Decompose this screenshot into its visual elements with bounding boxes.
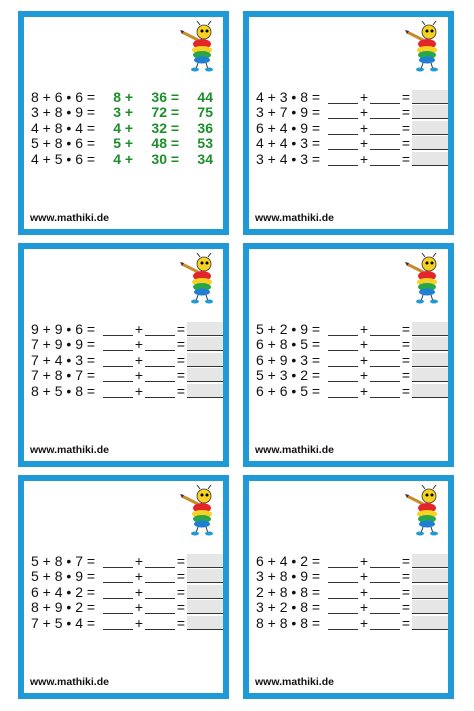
card-4 — [243, 243, 454, 467]
answer-blank-total[interactable] — [412, 121, 448, 135]
task-expression: 3 + 8 • 9 = — [31, 104, 96, 121]
task-list — [31, 321, 223, 399]
answer-blank-total[interactable] — [412, 105, 448, 119]
answer-blank-total[interactable] — [187, 384, 223, 398]
answer-blank-first[interactable] — [328, 368, 358, 382]
equals-sign: = — [401, 614, 411, 631]
card-1 — [18, 11, 229, 235]
equals-sign: = — [176, 552, 186, 569]
equals-sign: = — [170, 150, 179, 167]
site-url: www.mathiki.de — [30, 212, 109, 224]
equals-sign: = — [401, 367, 411, 384]
task-expression: 5 + 2 • 9 = — [256, 320, 321, 337]
task-expression: 6 + 9 • 3 = — [256, 351, 321, 368]
plus-sign: + — [359, 583, 369, 600]
answer-blank-total[interactable] — [412, 585, 448, 599]
task-expression: 4 + 8 • 4 = — [31, 119, 96, 136]
task-expression: 6 + 4 • 9 = — [256, 119, 321, 136]
mascot — [180, 20, 220, 72]
task-list — [31, 553, 223, 631]
task-row — [256, 89, 448, 105]
task-row — [256, 120, 448, 136]
plus-sign: + — [134, 599, 144, 616]
answer-blank-total[interactable] — [187, 554, 223, 568]
task-row — [256, 105, 448, 121]
card-5 — [18, 475, 229, 699]
answer-total: 34 — [197, 150, 213, 167]
answer-blank-total[interactable] — [187, 569, 223, 583]
task-row — [256, 553, 448, 569]
answer-blank-total[interactable] — [412, 616, 448, 630]
mascot — [405, 484, 445, 536]
task-expression: 4 + 3 • 8 = — [256, 88, 321, 105]
answer-first: 3 — [113, 104, 121, 121]
plus-sign: + — [124, 104, 133, 121]
mascot — [405, 252, 445, 304]
mascot-icon — [405, 20, 445, 72]
equals-sign: = — [401, 150, 411, 167]
task-row — [31, 368, 223, 384]
site-url: www.mathiki.de — [255, 676, 334, 688]
equals-sign: = — [401, 599, 411, 616]
plus-sign: + — [359, 351, 369, 368]
answer-blank-first[interactable] — [328, 136, 358, 150]
task-expression: 4 + 4 • 3 = — [256, 135, 321, 152]
plus-sign: + — [134, 320, 144, 337]
task-list — [256, 553, 448, 631]
equals-sign: = — [176, 614, 186, 631]
task-row — [31, 383, 223, 399]
equals-sign: = — [170, 104, 179, 121]
answer-blank-first[interactable] — [328, 121, 358, 135]
mascot-icon — [180, 252, 220, 304]
task-row — [31, 600, 223, 616]
equals-sign: = — [401, 568, 411, 585]
equals-sign: = — [401, 135, 411, 152]
plus-sign: + — [134, 351, 144, 368]
task-row — [31, 553, 223, 569]
equals-sign: = — [401, 88, 411, 105]
task-row — [31, 352, 223, 368]
answer-blank-product[interactable] — [370, 616, 400, 630]
plus-sign: + — [359, 336, 369, 353]
site-url: www.mathiki.de — [255, 444, 334, 456]
equals-sign: = — [176, 320, 186, 337]
equals-sign: = — [401, 351, 411, 368]
equals-sign: = — [176, 382, 186, 399]
answer-blank-product[interactable] — [145, 554, 175, 568]
answer-blank-product[interactable] — [145, 600, 175, 614]
answer-product: 48 — [151, 135, 167, 152]
plus-sign: + — [134, 614, 144, 631]
task-expression: 5 + 3 • 2 = — [256, 367, 321, 384]
answer-blank-total[interactable] — [187, 368, 223, 382]
plus-sign: + — [124, 119, 133, 136]
answer-blank-total[interactable] — [412, 368, 448, 382]
equals-sign: = — [401, 382, 411, 399]
plus-sign: + — [359, 150, 369, 167]
mascot-icon — [180, 484, 220, 536]
task-expression: 3 + 8 • 9 = — [256, 568, 321, 585]
answer-blank-first[interactable] — [328, 554, 358, 568]
task-expression: 7 + 4 • 3 = — [31, 351, 96, 368]
task-expression: 6 + 8 • 5 = — [256, 336, 321, 353]
answer-blank-product[interactable] — [145, 569, 175, 583]
mascot — [180, 252, 220, 304]
answer-blank-first[interactable] — [328, 585, 358, 599]
mascot-icon — [405, 252, 445, 304]
answer-total: 75 — [197, 104, 213, 121]
answer-first: 8 — [113, 88, 121, 105]
site-url: www.mathiki.de — [30, 444, 109, 456]
answer-blank-product[interactable] — [145, 322, 175, 336]
answer-product: 36 — [151, 88, 167, 105]
plus-sign: + — [359, 614, 369, 631]
task-expression: 7 + 9 • 9 = — [31, 336, 96, 353]
task-expression: 5 + 8 • 6 = — [31, 135, 96, 152]
task-list — [256, 89, 448, 167]
equals-sign: = — [401, 119, 411, 136]
answer-blank-first[interactable] — [328, 353, 358, 367]
task-expression: 9 + 9 • 6 = — [31, 320, 96, 337]
task-row — [31, 105, 213, 121]
plus-sign: + — [124, 88, 133, 105]
answer-blank-first[interactable] — [103, 353, 133, 367]
answer-blank-product[interactable] — [145, 353, 175, 367]
task-row — [31, 136, 213, 152]
plus-sign: + — [134, 552, 144, 569]
answer-blank-total[interactable] — [187, 337, 223, 351]
task-expression: 3 + 2 • 8 = — [256, 599, 321, 616]
equals-sign: = — [176, 599, 186, 616]
answer-blank-product[interactable] — [370, 152, 400, 166]
plus-sign: + — [359, 599, 369, 616]
plus-sign: + — [359, 135, 369, 152]
site-url: www.mathiki.de — [30, 676, 109, 688]
answer-blank-first[interactable] — [103, 384, 133, 398]
task-row — [256, 368, 448, 384]
answer-blank-first[interactable] — [103, 368, 133, 382]
card-6 — [243, 475, 454, 699]
answer-blank-total[interactable] — [412, 136, 448, 150]
plus-sign: + — [134, 336, 144, 353]
answer-blank-first[interactable] — [328, 322, 358, 336]
task-expression: 6 + 6 • 5 = — [256, 382, 321, 399]
plus-sign: + — [134, 568, 144, 585]
task-expression: 8 + 6 • 6 = — [31, 88, 96, 105]
answer-total: 36 — [197, 119, 213, 136]
answer-blank-product[interactable] — [145, 337, 175, 351]
equals-sign: = — [176, 336, 186, 353]
equals-sign: = — [401, 336, 411, 353]
task-row — [256, 615, 448, 631]
mascot — [405, 20, 445, 72]
answer-blank-product[interactable] — [145, 368, 175, 382]
answer-blank-total[interactable] — [412, 384, 448, 398]
equals-sign: = — [401, 552, 411, 569]
task-row — [256, 151, 448, 167]
answer-blank-product[interactable] — [370, 121, 400, 135]
equals-sign: = — [170, 135, 179, 152]
task-expression: 8 + 8 • 8 = — [256, 614, 321, 631]
task-expression: 5 + 8 • 7 = — [31, 552, 96, 569]
equals-sign: = — [401, 583, 411, 600]
task-row — [256, 321, 448, 337]
mascot — [180, 484, 220, 536]
answer-blank-first[interactable] — [328, 152, 358, 166]
task-row — [31, 615, 223, 631]
answer-blank-total[interactable] — [412, 554, 448, 568]
answer-blank-product[interactable] — [370, 569, 400, 583]
plus-sign: + — [359, 320, 369, 337]
site-url: www.mathiki.de — [255, 212, 334, 224]
equals-sign: = — [176, 367, 186, 384]
task-row — [31, 584, 223, 600]
answer-blank-product[interactable] — [370, 554, 400, 568]
task-row — [256, 136, 448, 152]
answer-first: 5 — [113, 135, 121, 152]
answer-blank-total[interactable] — [412, 600, 448, 614]
answer-blank-total[interactable] — [187, 616, 223, 630]
task-list — [256, 321, 448, 399]
plus-sign: + — [359, 119, 369, 136]
answer-blank-total[interactable] — [187, 600, 223, 614]
answer-blank-total[interactable] — [412, 322, 448, 336]
task-expression: 4 + 5 • 6 = — [31, 150, 96, 167]
plus-sign: + — [359, 382, 369, 399]
answer-blank-product[interactable] — [370, 322, 400, 336]
task-expression: 8 + 5 • 8 = — [31, 382, 96, 399]
plus-sign: + — [359, 104, 369, 121]
answer-blank-first[interactable] — [328, 600, 358, 614]
answer-blank-product[interactable] — [370, 353, 400, 367]
answer-blank-product[interactable] — [145, 384, 175, 398]
answer-blank-first[interactable] — [103, 616, 133, 630]
equals-sign: = — [176, 583, 186, 600]
answer-blank-product[interactable] — [370, 136, 400, 150]
task-expression: 7 + 5 • 4 = — [31, 614, 96, 631]
task-row — [256, 600, 448, 616]
answer-product: 72 — [151, 104, 167, 121]
task-expression: 5 + 8 • 9 = — [31, 568, 96, 585]
answer-blank-total[interactable] — [412, 353, 448, 367]
answer-blank-first[interactable] — [328, 90, 358, 104]
task-expression: 3 + 7 • 9 = — [256, 104, 321, 121]
answer-product: 32 — [151, 119, 167, 136]
answer-blank-product[interactable] — [370, 384, 400, 398]
equals-sign: = — [170, 88, 179, 105]
task-expression: 7 + 8 • 7 = — [31, 367, 96, 384]
equals-sign: = — [170, 119, 179, 136]
equals-sign: = — [176, 351, 186, 368]
answer-blank-first[interactable] — [328, 384, 358, 398]
answer-blank-product[interactable] — [145, 616, 175, 630]
task-row — [31, 569, 223, 585]
answer-blank-product[interactable] — [370, 368, 400, 382]
answer-blank-total[interactable] — [412, 152, 448, 166]
answer-blank-first[interactable] — [103, 569, 133, 583]
plus-sign: + — [124, 150, 133, 167]
answer-total: 53 — [197, 135, 213, 152]
answer-blank-product[interactable] — [370, 90, 400, 104]
answer-blank-first[interactable] — [103, 337, 133, 351]
task-row — [256, 569, 448, 585]
task-row — [256, 383, 448, 399]
plus-sign: + — [134, 382, 144, 399]
task-row — [31, 151, 213, 167]
answer-blank-first[interactable] — [103, 322, 133, 336]
plus-sign: + — [359, 568, 369, 585]
card-2 — [243, 11, 454, 235]
card-3 — [18, 243, 229, 467]
answer-blank-first[interactable] — [328, 616, 358, 630]
plus-sign: + — [134, 583, 144, 600]
mascot-icon — [405, 484, 445, 536]
answer-blank-total[interactable] — [187, 585, 223, 599]
equals-sign: = — [401, 104, 411, 121]
answer-blank-first[interactable] — [328, 337, 358, 351]
answer-total: 44 — [197, 88, 213, 105]
answer-blank-first[interactable] — [103, 585, 133, 599]
answer-blank-total[interactable] — [412, 90, 448, 104]
answer-blank-product[interactable] — [370, 585, 400, 599]
answer-blank-total[interactable] — [412, 337, 448, 351]
answer-blank-product[interactable] — [370, 105, 400, 119]
task-row — [31, 337, 223, 353]
answer-blank-total[interactable] — [412, 569, 448, 583]
task-row — [256, 584, 448, 600]
answer-product: 30 — [151, 150, 167, 167]
task-expression: 6 + 4 • 2 = — [31, 583, 96, 600]
plus-sign: + — [124, 135, 133, 152]
plus-sign: + — [359, 367, 369, 384]
plus-sign: + — [359, 88, 369, 105]
answer-blank-product[interactable] — [370, 337, 400, 351]
task-expression: 2 + 8 • 8 = — [256, 583, 321, 600]
equals-sign: = — [401, 320, 411, 337]
answer-blank-first[interactable] — [103, 600, 133, 614]
plus-sign: + — [134, 367, 144, 384]
task-row — [256, 352, 448, 368]
task-row — [256, 337, 448, 353]
plus-sign: + — [359, 552, 369, 569]
equals-sign: = — [176, 568, 186, 585]
answer-first: 4 — [113, 150, 121, 167]
answer-blank-total[interactable] — [187, 322, 223, 336]
answer-blank-first[interactable] — [328, 569, 358, 583]
task-expression: 3 + 4 • 3 = — [256, 150, 321, 167]
task-expression: 6 + 4 • 2 = — [256, 552, 321, 569]
task-row — [31, 321, 223, 337]
answer-blank-product[interactable] — [145, 585, 175, 599]
answer-blank-total[interactable] — [187, 353, 223, 367]
task-row — [31, 120, 213, 136]
answer-blank-first[interactable] — [103, 554, 133, 568]
task-list — [31, 89, 213, 167]
mascot-icon — [180, 20, 220, 72]
answer-blank-first[interactable] — [328, 105, 358, 119]
answer-first: 4 — [113, 119, 121, 136]
task-expression: 8 + 9 • 2 = — [31, 599, 96, 616]
task-row — [31, 89, 213, 105]
answer-blank-product[interactable] — [370, 600, 400, 614]
